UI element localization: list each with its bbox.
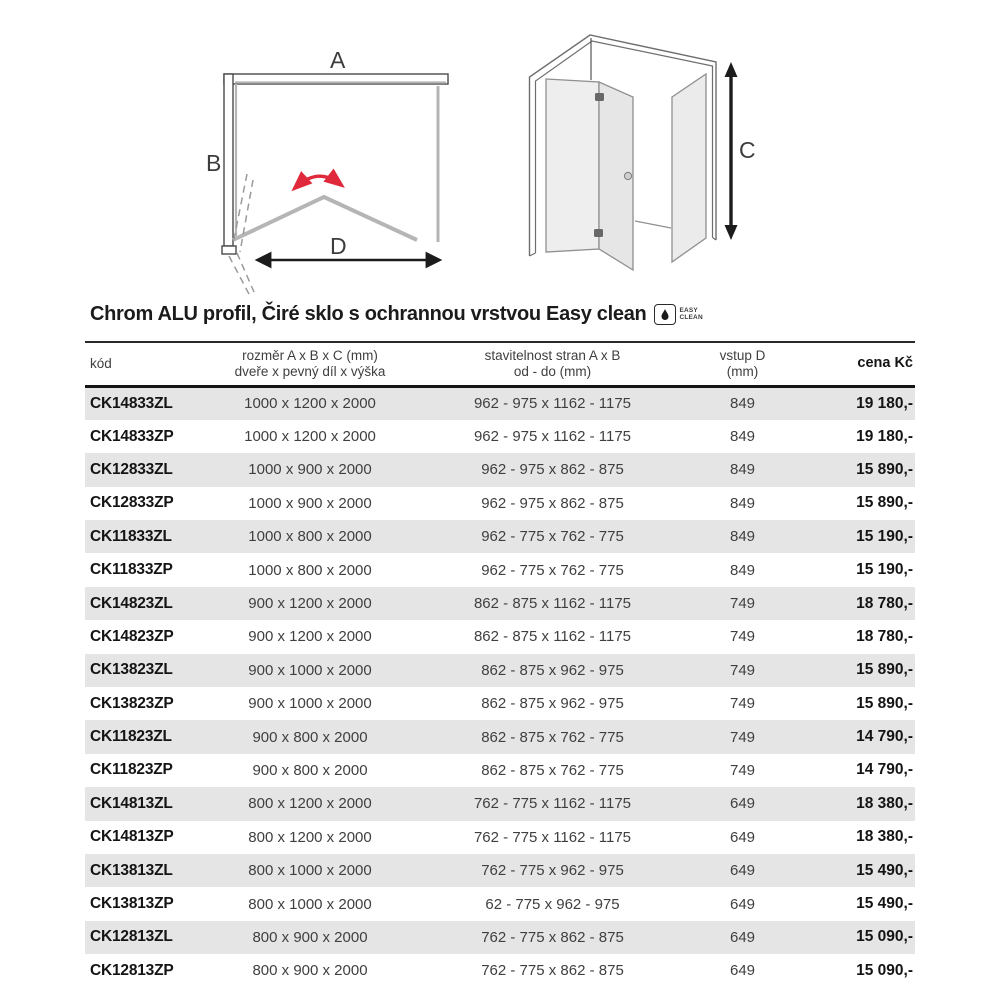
cell-code: CK11833ZP xyxy=(90,561,173,579)
table-row xyxy=(85,520,915,553)
cell-price: 19 180,- xyxy=(856,394,913,412)
table-row xyxy=(85,453,915,486)
cell-code: CK14813ZL xyxy=(90,794,173,812)
cell-price: 15 190,- xyxy=(856,561,913,579)
cell-entry: 849 xyxy=(729,428,756,446)
cell-size: 1000 x 800 x 2000 xyxy=(248,561,372,579)
cell-adjustability: 962 - 975 x 1162 - 1175 xyxy=(473,428,632,446)
cell-entry: 849 xyxy=(729,561,756,579)
perspective-diagram xyxy=(530,35,756,270)
cell-price: 18 380,- xyxy=(856,828,913,846)
table-row xyxy=(85,487,915,520)
table-row xyxy=(85,787,915,820)
price-table xyxy=(85,341,915,988)
cell-price: 14 790,- xyxy=(856,761,913,779)
cell-code: CK12813ZP xyxy=(90,961,174,979)
cell-adjustability: 762 - 775 x 862 - 875 xyxy=(481,962,624,980)
cell-code: CK11823ZP xyxy=(90,761,173,779)
cell-code: CK13813ZP xyxy=(90,895,174,913)
cell-price: 15 490,- xyxy=(856,895,913,913)
easy-clean-label xyxy=(676,304,702,325)
cell-adjustability: 962 - 975 x 862 - 875 xyxy=(481,494,624,512)
cell-adjustability: 862 - 875 x 762 - 775 xyxy=(481,728,624,746)
fixed-glass-panel xyxy=(672,74,706,262)
cell-size: 800 x 900 x 2000 xyxy=(252,962,368,980)
cell-adjustability: 862 - 875 x 1162 - 1175 xyxy=(473,628,632,646)
easy-clean-line2: CLEAN xyxy=(679,314,703,321)
cell-code: CK13823ZL xyxy=(90,661,173,679)
dim-label-b: B xyxy=(206,150,222,176)
cell-adjustability: 862 - 875 x 1162 - 1175 xyxy=(473,595,632,613)
table-row xyxy=(85,954,915,987)
cell-code: CK14833ZP xyxy=(90,427,174,445)
cell-code: CK13823ZP xyxy=(90,694,174,712)
cell-code: CK14823ZL xyxy=(90,594,173,612)
table-row xyxy=(85,620,915,653)
cell-adjustability: 862 - 875 x 962 - 975 xyxy=(481,661,624,679)
col-header-cena: cena Kč xyxy=(800,342,915,387)
folding-door-glass xyxy=(233,197,417,240)
cell-size: 1000 x 800 x 2000 xyxy=(248,528,372,546)
diagrams xyxy=(0,0,1000,300)
cell-adjustability: 762 - 775 x 1162 - 1175 xyxy=(473,795,632,813)
wall-base-left xyxy=(530,253,536,256)
page-title: Chrom ALU profil, Čiré sklo s ochrannou vrstvou Easy clean xyxy=(90,303,647,325)
door-knob-icon xyxy=(624,172,631,179)
cell-entry: 649 xyxy=(729,828,756,846)
dim-label-c: C xyxy=(739,137,756,163)
swing-arrow-icon xyxy=(296,176,340,187)
cell-price: 15 090,- xyxy=(856,961,913,979)
cell-size: 900 x 1000 x 2000 xyxy=(248,661,372,679)
cell-code: CK11823ZL xyxy=(90,728,172,746)
cell-price: 15 890,- xyxy=(856,460,913,478)
cell-size: 900 x 1200 x 2000 xyxy=(248,628,372,646)
easy-clean-line1: EASY xyxy=(679,306,698,314)
cell-code: CK13813ZL xyxy=(90,861,173,879)
cell-price: 19 180,- xyxy=(856,427,913,445)
cell-entry: 649 xyxy=(729,928,756,946)
cell-size: 800 x 1200 x 2000 xyxy=(248,795,372,813)
col-header-rozmer: rozměr A x B x C (mm) dveře x pevný díl x výška xyxy=(200,342,420,387)
table-row xyxy=(85,854,915,887)
cell-code: CK12833ZL xyxy=(90,460,173,478)
col-header-kod: kód xyxy=(85,342,200,387)
cell-price: 15 490,- xyxy=(856,861,913,879)
cell-entry: 849 xyxy=(729,395,756,413)
cell-adjustability: 762 - 775 x 962 - 975 xyxy=(481,862,624,880)
cell-entry: 849 xyxy=(729,461,756,479)
cell-size: 900 x 800 x 2000 xyxy=(252,728,368,746)
cell-size: 800 x 1200 x 2000 xyxy=(248,828,372,846)
cell-code: CK11833ZL xyxy=(90,527,172,545)
table-header xyxy=(85,342,915,387)
cell-code: CK12813ZL xyxy=(90,928,173,946)
cell-price: 18 380,- xyxy=(856,794,913,812)
cell-entry: 749 xyxy=(729,761,756,779)
cell-price: 15 090,- xyxy=(856,928,913,946)
table-body xyxy=(85,387,915,988)
table-row xyxy=(85,387,915,420)
table-row xyxy=(85,754,915,787)
cell-entry: 849 xyxy=(729,494,756,512)
cell-size: 1000 x 1200 x 2000 xyxy=(244,395,376,413)
arrow-head-down-icon xyxy=(725,225,738,240)
cell-size: 800 x 900 x 2000 xyxy=(252,928,368,946)
droplet-icon xyxy=(654,304,676,325)
table-row xyxy=(85,687,915,720)
plan-view-diagram xyxy=(206,47,448,296)
col-header-stavitelnost: stavitelnost stran A x B od - do (mm) xyxy=(420,342,685,387)
cell-price: 15 890,- xyxy=(856,661,913,679)
arrow-head-up-icon xyxy=(725,62,738,77)
cell-adjustability: 962 - 975 x 862 - 875 xyxy=(481,461,624,479)
cell-entry: 749 xyxy=(729,661,756,679)
cell-adjustability: 762 - 775 x 862 - 875 xyxy=(481,928,624,946)
cell-size: 1000 x 1200 x 2000 xyxy=(244,428,376,446)
floor-edge-line xyxy=(635,221,671,228)
hinge-icon-top xyxy=(595,93,604,101)
door-panel-left xyxy=(546,79,599,252)
cell-price: 15 190,- xyxy=(856,527,913,545)
cell-code: CK12833ZP xyxy=(90,494,174,512)
title-row xyxy=(90,302,703,326)
cell-entry: 749 xyxy=(729,728,756,746)
cell-size: 900 x 1200 x 2000 xyxy=(248,595,372,613)
cell-entry: 749 xyxy=(729,695,756,713)
cell-adjustability: 762 - 775 x 1162 - 1175 xyxy=(473,828,632,846)
table-row xyxy=(85,821,915,854)
table-row xyxy=(85,887,915,920)
wall-profile-left xyxy=(224,74,233,246)
table-row xyxy=(85,553,915,586)
hinge-icon-bottom xyxy=(594,229,603,237)
cell-adjustability: 862 - 875 x 762 - 775 xyxy=(481,761,624,779)
table-row xyxy=(85,921,915,954)
table-row xyxy=(85,587,915,620)
cell-code: CK14823ZP xyxy=(90,627,174,645)
cell-size: 1000 x 900 x 2000 xyxy=(248,494,372,512)
cell-adjustability: 962 - 975 x 1162 - 1175 xyxy=(473,395,632,413)
cell-entry: 649 xyxy=(729,962,756,980)
cell-code: CK14833ZL xyxy=(90,394,173,412)
wall-profile-foot xyxy=(222,246,236,254)
cell-size: 900 x 800 x 2000 xyxy=(252,761,368,779)
cell-adjustability: 962 - 775 x 762 - 775 xyxy=(481,561,624,579)
cell-adjustability: 862 - 875 x 962 - 975 xyxy=(481,695,624,713)
col-header-vstup: vstup D (mm) xyxy=(685,342,800,387)
table-row xyxy=(85,420,915,453)
cell-entry: 749 xyxy=(729,628,756,646)
cell-size: 900 x 1000 x 2000 xyxy=(248,695,372,713)
cell-adjustability: 62 - 775 x 962 - 975 xyxy=(485,895,620,913)
easy-clean-badge xyxy=(654,304,702,325)
cell-adjustability: 962 - 775 x 762 - 775 xyxy=(481,528,624,546)
dim-label-d: D xyxy=(330,233,347,259)
cell-entry: 649 xyxy=(729,795,756,813)
cell-price: 18 780,- xyxy=(856,594,913,612)
cell-price: 14 790,- xyxy=(856,728,913,746)
cell-size: 800 x 1000 x 2000 xyxy=(248,895,372,913)
cell-price: 15 890,- xyxy=(856,494,913,512)
cell-price: 15 890,- xyxy=(856,694,913,712)
cell-entry: 649 xyxy=(729,862,756,880)
dim-label-a: A xyxy=(330,47,346,73)
table-row xyxy=(85,720,915,753)
cell-entry: 649 xyxy=(729,895,756,913)
table-row xyxy=(85,654,915,687)
cell-entry: 849 xyxy=(729,528,756,546)
cell-code: CK14813ZP xyxy=(90,828,174,846)
cell-price: 18 780,- xyxy=(856,627,913,645)
cell-size: 800 x 1000 x 2000 xyxy=(248,862,372,880)
cell-entry: 749 xyxy=(729,595,756,613)
cell-size: 1000 x 900 x 2000 xyxy=(248,461,372,479)
